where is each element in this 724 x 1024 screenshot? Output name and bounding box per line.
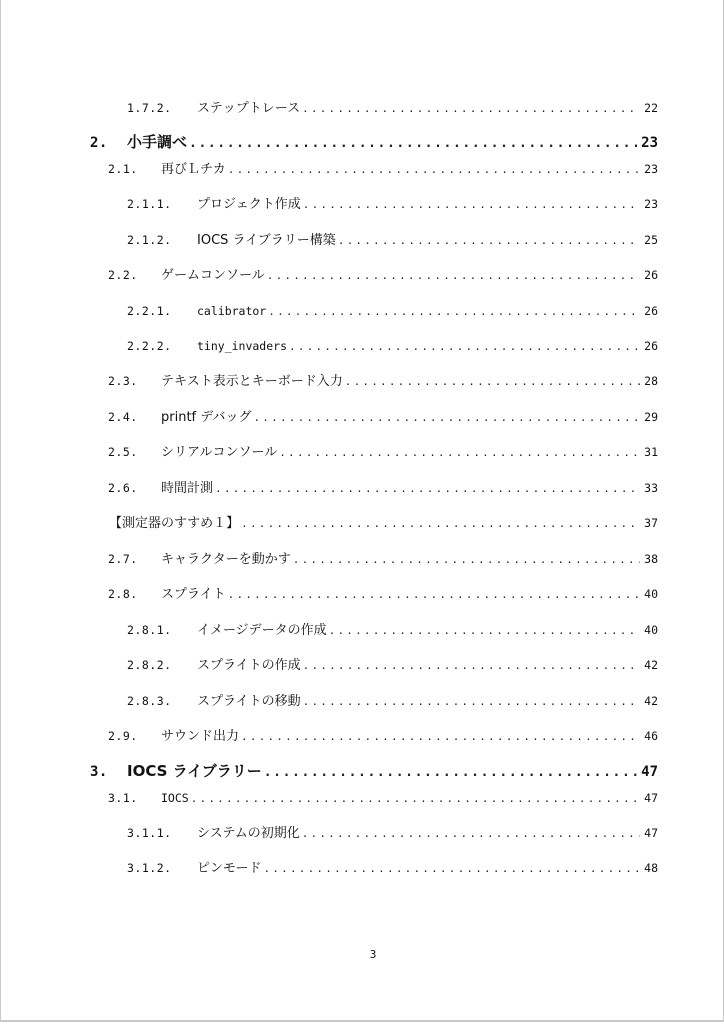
toc-page: 37 — [644, 516, 658, 530]
toc-entry-2-5[interactable] — [108, 443, 658, 462]
toc-number: 2.7. — [108, 552, 138, 566]
toc-page: 40 — [644, 623, 658, 637]
toc-number: 2.5. — [108, 445, 138, 459]
dot-leader — [264, 764, 637, 782]
toc-entry-2-6[interactable] — [108, 479, 658, 498]
toc-page: 47 — [644, 791, 658, 805]
toc-page: 28 — [644, 374, 658, 388]
dot-leader — [293, 551, 640, 569]
toc-entry-2-1-1[interactable] — [127, 195, 658, 214]
toc-page: 42 — [644, 658, 658, 672]
dot-leader — [302, 100, 640, 118]
toc-page: 33 — [644, 481, 658, 495]
toc-number: 2.1.2. — [127, 233, 172, 247]
dot-leader — [303, 657, 641, 675]
toc-title: スプライト — [161, 587, 226, 602]
toc-entry-2-2-1[interactable] — [127, 302, 658, 321]
toc-number: 2.4. — [108, 410, 138, 424]
toc-page: 38 — [644, 552, 658, 566]
toc-entry-3-1-1[interactable] — [127, 824, 658, 843]
toc-title: IOCS ライブラリー構築 — [197, 233, 336, 248]
toc-title: ステップトレース — [197, 101, 301, 116]
toc-chapter-2[interactable] — [90, 133, 658, 153]
toc-page: 42 — [644, 694, 658, 708]
toc-number: 2.3. — [108, 374, 138, 388]
toc-title: プロジェクト作成 — [197, 197, 301, 212]
toc-entry-3-1[interactable] — [108, 789, 658, 808]
toc-number: 3.1. — [108, 791, 138, 805]
toc-page: 47 — [641, 764, 658, 780]
toc-entry-2-1[interactable] — [108, 160, 658, 179]
toc-page: 22 — [644, 101, 658, 115]
toc-number: 2.2.2. — [127, 339, 172, 353]
toc-number: 2.6. — [108, 481, 138, 495]
toc-page: 46 — [644, 729, 658, 743]
dot-leader — [303, 196, 640, 214]
toc-entry-2-7[interactable] — [108, 550, 658, 569]
toc-title: シリアルコンソール — [161, 445, 278, 460]
dot-leader — [329, 622, 641, 640]
toc-page: 23 — [644, 162, 658, 176]
toc-title: IOCS ライブラリー — [127, 762, 262, 780]
toc-page: 31 — [644, 445, 658, 459]
toc-title: システムの初期化 — [197, 826, 300, 841]
dot-leader — [267, 267, 640, 285]
toc-number: 3.1.2. — [127, 861, 172, 875]
dot-leader — [289, 338, 640, 356]
toc-number: 2.8.2. — [127, 658, 172, 672]
toc-title: calibrator — [197, 304, 267, 318]
toc-title: printf デバッグ — [161, 410, 252, 425]
toc-title: テキスト表示とキーボード入力 — [161, 374, 343, 389]
page-number: 3 — [369, 948, 377, 961]
dot-leader — [191, 790, 640, 808]
toc-page: 26 — [644, 339, 658, 353]
toc-number: 2.2.1. — [127, 304, 172, 318]
toc-chapter-3[interactable] — [90, 762, 658, 782]
dot-leader — [303, 693, 641, 711]
dot-leader — [228, 161, 640, 179]
toc-number: 2.9. — [108, 729, 138, 743]
toc-entry-2-3[interactable] — [108, 372, 658, 391]
toc-title: ピンモード — [197, 861, 262, 876]
dot-leader — [302, 825, 640, 843]
toc-column-entry[interactable] — [109, 514, 658, 533]
dot-leader — [345, 373, 640, 391]
toc-number: 2.2. — [108, 268, 138, 282]
toc-page: 40 — [644, 587, 658, 601]
dot-leader — [268, 303, 640, 321]
toc-title: ゲームコンソール — [161, 268, 265, 283]
dot-leader — [241, 515, 640, 533]
toc-number: 2.1. — [108, 162, 138, 176]
toc-title: 時間計測 — [161, 481, 214, 496]
toc-entry-2-2-2[interactable] — [127, 337, 658, 356]
toc-number: 3.1.1. — [127, 826, 172, 840]
toc-page: 26 — [644, 304, 658, 318]
toc-page: 48 — [644, 861, 658, 875]
toc-entry-2-8[interactable] — [108, 585, 658, 604]
toc-title: 小手調べ — [127, 133, 188, 151]
dot-leader — [189, 135, 637, 153]
toc-title: スプライトの移動 — [197, 694, 301, 709]
dot-leader — [253, 409, 640, 427]
toc-page: 26 — [644, 268, 658, 282]
toc-entry-1-7-2[interactable] — [127, 99, 658, 118]
toc-entry-2-8-3[interactable] — [127, 692, 658, 711]
toc-title: サウンド出力 — [161, 729, 240, 744]
toc-page: 47 — [644, 826, 658, 840]
dot-leader — [241, 728, 640, 746]
toc-title: スプライトの作成 — [197, 658, 301, 673]
dot-leader — [279, 444, 640, 462]
toc-number: 2.8.1. — [127, 623, 172, 637]
toc-entry-3-1-2[interactable] — [127, 859, 658, 878]
toc-entry-2-9[interactable] — [108, 727, 658, 746]
toc-title: 再びＬチカ — [161, 162, 226, 177]
toc-entry-2-1-2[interactable] — [127, 231, 658, 250]
toc-entry-2-8-2[interactable] — [127, 656, 658, 675]
toc-entry-2-4[interactable] — [108, 408, 658, 427]
dot-leader — [263, 860, 640, 878]
toc-entry-2-2[interactable] — [108, 266, 658, 285]
toc-page: 23 — [644, 197, 658, 211]
dot-leader — [228, 586, 641, 604]
toc-number: 2.1.1. — [127, 197, 172, 211]
toc-title: IOCS — [161, 791, 189, 805]
toc-page: 23 — [641, 135, 658, 151]
toc-title: キャラクターを動かす — [161, 552, 291, 567]
toc-page: 29 — [644, 410, 658, 424]
toc-title: 【測定器のすすめ１】 — [109, 516, 240, 531]
toc-number: 2.8.3. — [127, 694, 172, 708]
toc-title: tiny_invaders — [197, 339, 288, 353]
toc-number: 1.7.2. — [127, 101, 172, 115]
toc-page: 25 — [644, 233, 658, 247]
dot-leader — [338, 232, 640, 250]
toc-number: 3. — [90, 764, 108, 780]
dot-leader — [215, 480, 640, 498]
toc-number: 2.8. — [108, 587, 138, 601]
toc-entry-2-8-1[interactable] — [127, 621, 658, 640]
toc-title: イメージデータの作成 — [197, 623, 327, 638]
toc-number: 2. — [90, 135, 108, 151]
